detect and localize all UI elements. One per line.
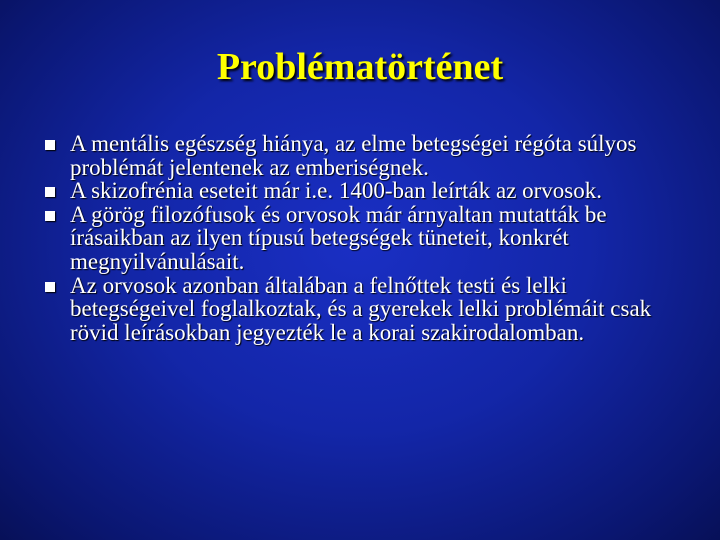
bullet-item [44,179,684,203]
bullet-text: A skizofrénia eseteit már i.e. 1400-ban leírták az orvosok. [70,178,603,204]
bullet-item [44,203,684,274]
slide-title: Problématörténet [216,46,504,88]
bullet-text: A görög filozófusok és orvosok már árnyaltan mutatták be írásaikban az ilyen típusú betegségek tüneteit, konkrét megnyilvánulásait. [70,201,607,274]
square-bullet-icon [45,187,55,197]
bullet-item [44,132,684,179]
bullet-text: A mentális egészség hiánya, az elme betegségei régóta súlyos problémát jelentenek az emberiségnek. [70,131,637,180]
bullet-item [44,274,684,345]
bullet-text: Az orvosok azonban általában a felnőttek testi és lelki betegségeivel foglalkoztak, és a gyerekek lelki problémáit csak rövid leírásokban jegyezték le a korai szakirodalomban. [70,272,652,345]
square-bullet-icon [45,140,55,150]
square-bullet-icon [45,282,55,292]
square-bullet-icon [45,211,55,221]
bullet-list [44,132,684,344]
